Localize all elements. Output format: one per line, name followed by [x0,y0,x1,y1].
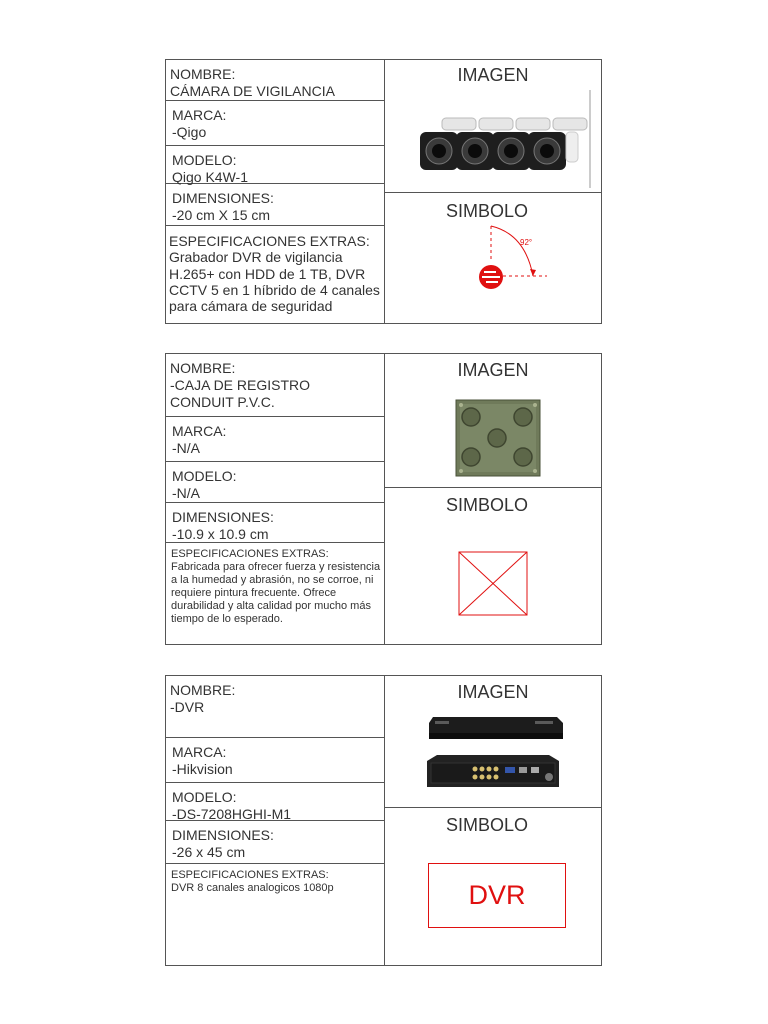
field-nombre [166,60,384,101]
dvr-image [425,711,565,793]
dimensiones-value: -10.9 x 10.9 cm [172,526,269,542]
simbolo-heading: SIMBOLO [445,495,529,515]
modelo-value: -N/A [172,485,200,501]
image-symbol-divider [385,807,601,808]
dimensiones-label: DIMENSIONES: [172,190,274,206]
nombre-value: -CAJA DE REGISTRO CONDUIT P.V.C. [170,377,311,410]
product-card-dvr [165,675,602,966]
camera-symbol [465,220,575,300]
conduit-box-image [455,399,541,477]
especificaciones-value: Grabador DVR de vigilancia H.265+ con HDD de 1 TB, DVR CCTV 5 en 1 híbrido de 4 canales para cámara de seguridad [169,249,380,315]
camera-set-image [410,88,595,188]
nombre-label: NOMBRE: [170,360,236,376]
details-column [166,354,385,644]
field-nombre [166,676,384,738]
nombre-value: -DVR [170,699,205,715]
simbolo-heading: SIMBOLO [445,815,529,835]
details-column [166,676,385,965]
imagen-heading: IMAGEN [457,682,529,702]
simbolo-heading: SIMBOLO [445,201,529,221]
dvr-symbol [428,863,566,928]
field-marca [166,738,384,783]
field-dimensiones [166,184,384,226]
especificaciones-label: ESPECIFICACIONES EXTRAS: [169,233,370,249]
media-column [385,354,601,644]
modelo-value: Qigo K4W-1 [172,169,248,185]
field-dimensiones [166,821,384,864]
image-symbol-divider [385,487,601,488]
image-symbol-divider [385,192,601,193]
marca-value: -N/A [172,440,200,456]
media-column [385,676,601,965]
marca-label: MARCA: [172,744,227,760]
dimensiones-label: DIMENSIONES: [172,509,274,525]
nombre-value: CÁMARA DE VIGILANCIA [170,83,335,99]
field-dimensiones [166,503,384,543]
field-modelo [166,783,384,821]
media-column [385,60,601,323]
field-modelo [166,146,384,184]
field-marca [166,417,384,462]
dimensiones-label: DIMENSIONES: [172,827,274,843]
imagen-heading: IMAGEN [457,360,529,380]
details-column [166,60,385,323]
marca-value: -Hikvision [172,761,233,777]
nombre-label: NOMBRE: [170,682,236,698]
field-especificaciones [166,226,384,324]
dvr-symbol-text: DVR [468,880,526,910]
imagen-heading: IMAGEN [457,65,529,85]
modelo-label: MODELO: [172,152,237,168]
marca-label: MARCA: [172,423,227,439]
angle-label: 92° [520,238,533,247]
field-especificaciones [166,543,384,645]
marca-label: MARCA: [172,107,227,123]
product-card-conduit-box [165,353,602,645]
field-modelo [166,462,384,503]
product-card-camera [165,59,602,324]
modelo-label: MODELO: [172,468,237,484]
dimensiones-value: -26 x 45 cm [172,844,246,860]
field-especificaciones [166,864,384,966]
field-nombre [166,354,384,417]
junction-box-symbol [458,551,530,617]
modelo-value: -DS-7208HGHI-M1 [172,806,292,822]
especificaciones-label: ESPECIFICACIONES EXTRAS: [171,548,329,560]
nombre-label: NOMBRE: [170,66,236,82]
marca-value: -Qigo [172,124,207,140]
especificaciones-value: DVR 8 canales analogicos 1080p [171,882,334,894]
especificaciones-value: Fabricada para ofrecer fuerza y resistencia a la humedad y abrasión, no se corroe, ni requiere pintura frecuente. Ofrece durabilidad y alta calidad por mucho más tiempo de lo esperado. [171,561,381,625]
dimensiones-value: -20 cm X 15 cm [172,207,271,223]
modelo-label: MODELO: [172,789,237,805]
especificaciones-label: ESPECIFICACIONES EXTRAS: [171,869,329,881]
field-marca [166,101,384,146]
